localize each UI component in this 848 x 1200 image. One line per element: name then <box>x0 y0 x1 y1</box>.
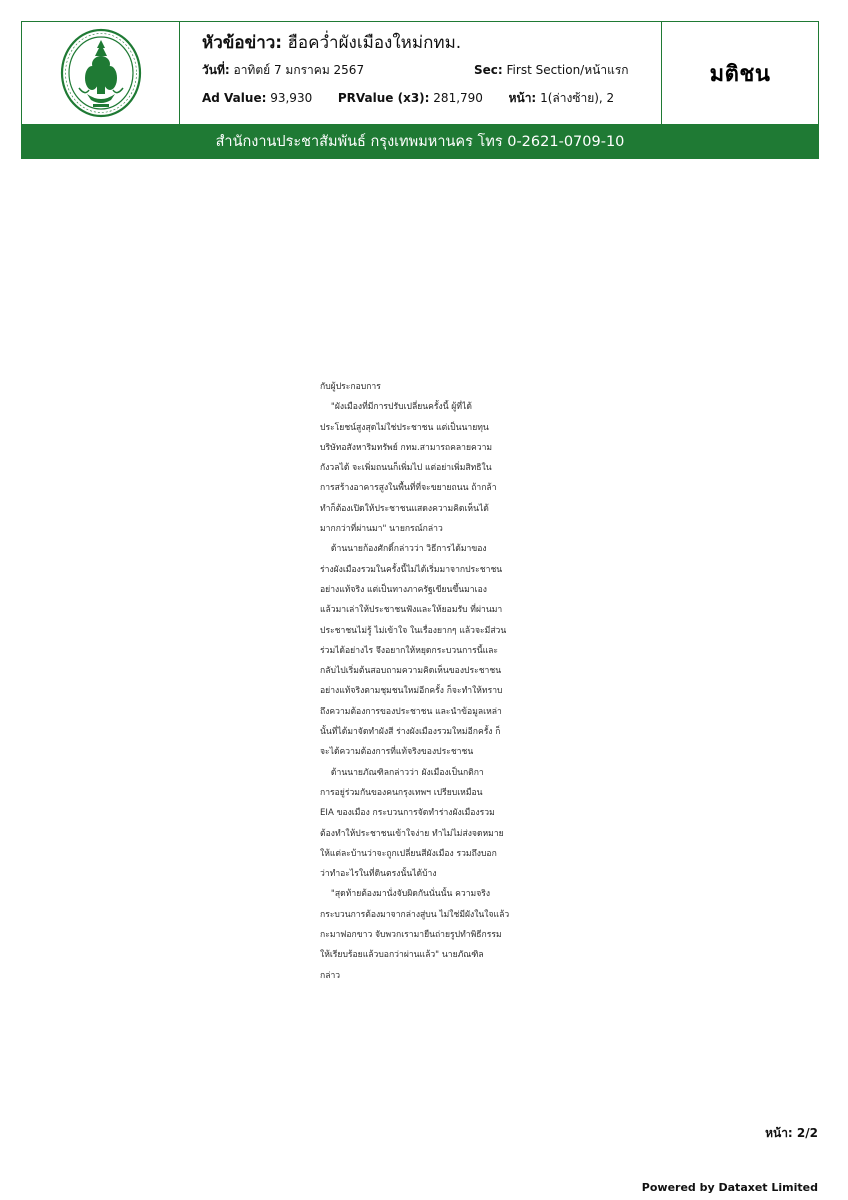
article-line: ด้านนายก้องศักดิ์กล่าวว่า วิธีการได้มาของ <box>320 544 487 555</box>
headline-value: ฮือคว่ำผังเมืองใหม่กทม. <box>287 33 462 53</box>
article-line: ว่าทำอะไรในที่ดินตรงนั้นได้บ้าง <box>320 869 437 880</box>
article-line: กระบวนการต้องมาจากล่างสู่บน ไม่ใช่มีผังในใจแล้ว <box>320 909 510 920</box>
article-line: EIA ของเมือง กระบวนการจัดทำร่างผังเมืองรวม <box>320 808 495 819</box>
article-line: ให้เรียบร้อยแล้วบอกว่าผ่านแล้ว" นายภัณฑิล <box>320 950 484 961</box>
article-line: บริษัทอสังหาริมทรัพย์ กทม.สามารถคลายความ <box>320 442 493 453</box>
article-line: กลับไปเริ่มต้นสอบถามความคิดเห็นของประชาชน <box>320 666 502 677</box>
article-line: ด้านนายภัณฑิลกล่าวว่า ผังเมืองเป็นกติกา <box>320 767 484 778</box>
article-line: อย่างแท้จริงตามชุมชนใหม่อีกครั้ง ก็จะทำให้ทราบ <box>320 686 503 697</box>
article-line: ร่วมได้อย่างไร จึงอยากให้หยุดกระบวนการนี้และ <box>320 645 499 656</box>
section-info <box>474 62 629 78</box>
headline-label: หัวข้อข่าว: <box>202 33 283 53</box>
date-value: อาทิตย์ 7 มกราคม 2567 <box>233 63 365 77</box>
agency-bar: สำนักงานประชาสัมพันธ์ กรุงเทพมหานคร โทร 0-2621-0709-10 <box>21 125 819 159</box>
ad-value-label: Ad Value: <box>202 91 267 105</box>
article-line: ร่างผังเมืองรวมในครั้งนี้ไม่ได้เริ่มมาจากประชาชน <box>320 564 503 575</box>
date-label: วันที่: <box>202 63 230 77</box>
article-clipping <box>320 377 538 986</box>
headline-row <box>202 32 649 54</box>
article-line: การสร้างอาคารสูงในพื้นที่ที่จะขยายถนน ถ้ากล้า <box>320 483 497 494</box>
article-line: ต้องทำให้ประชาชนเข้าใจง่าย ทำไม่ไม่ส่งจดหมาย <box>320 828 504 839</box>
article-line: ถึงความต้องการของประชาชน และนำข้อมูลเหล่า <box>320 706 502 717</box>
date-row <box>202 62 649 78</box>
article-line: "สุดท้ายต้องมานั่งจับผิดกันนั่นนั้น ความจริง <box>320 889 491 900</box>
article-line: อย่างแท้จริง แต่เป็นทางภาครัฐเขียนขึ้นมาเอง <box>320 584 487 595</box>
values-row <box>202 90 649 106</box>
article-line: นั้นที่ได้มาจัดทำผังสี ร่างผังเมืองรวมใหม่อีกครั้ง ก็ <box>320 727 501 738</box>
article-line: มากกว่าที่ผ่านมา" นายกรณ์กล่าว <box>320 524 443 535</box>
section-label: Sec: <box>474 63 503 77</box>
logo-cell <box>22 22 180 124</box>
article-line: จะได้ความต้องการที่แท้จริงของประชาชน <box>320 747 474 758</box>
article-line: ให้แต่ละบ้านว่าจะถูกเปลี่ยนสีผังเมือง รวมถึงบอก <box>320 848 497 859</box>
article-line: ทำก็ต้องเปิดให้ประชาชนแสดงความคิดเห็นได้ <box>320 503 489 514</box>
article-line: การอยู่ร่วมกันของคนกรุงเทพฯ เปรียบเหมือน <box>320 787 483 798</box>
bangkok-seal-icon <box>49 26 153 120</box>
section-value: First Section/หน้าแรก <box>506 63 629 77</box>
ad-value: 93,930 <box>270 91 313 105</box>
article-line: กล่าว <box>320 970 341 981</box>
powered-by: Powered by Dataxet Limited <box>641 1181 818 1194</box>
article-line: กะมาฟอกขาว จับพวกเรามายืนถ่ายรูปทำพิธีกรรม <box>320 930 502 941</box>
article-line: กังวลได้ จะเพิ่มถนนก็เพิ่มไป แต่อย่าเพิ่มสิทธิใน <box>320 463 492 474</box>
article-line: "ผังเมืองที่มีการปรับเปลี่ยนครั้งนี้ ผู้ที่ได้ <box>320 402 472 413</box>
pr-value: 281,790 <box>433 91 483 105</box>
clipping-info <box>180 22 662 124</box>
page-value: 1(ล่างซ้าย), 2 <box>540 91 615 105</box>
page-label: หน้า: <box>508 91 537 105</box>
article-line: ประโยชน์สูงสุดไม่ใช่ประชาชน แต่เป็นนายทุน <box>320 422 489 433</box>
article-line: แล้วมาเล่าให้ประชาชนฟังและให้ยอมรับ ที่ผ่านมา <box>320 605 503 616</box>
page-indicator: หน้า: 2/2 <box>765 1126 818 1140</box>
brand-cell <box>662 22 818 124</box>
newspaper-brand: มติชน <box>709 61 771 87</box>
clipping-header <box>21 21 819 125</box>
article-line: ประชาชนไม่รู้ ไม่เข้าใจ ในเรื่องยากๆ แล้วจะมีส่วน <box>320 625 507 636</box>
pr-value-label: PRValue (x3): <box>337 91 430 105</box>
article-line: กับผู้ประกอบการ <box>320 382 381 392</box>
